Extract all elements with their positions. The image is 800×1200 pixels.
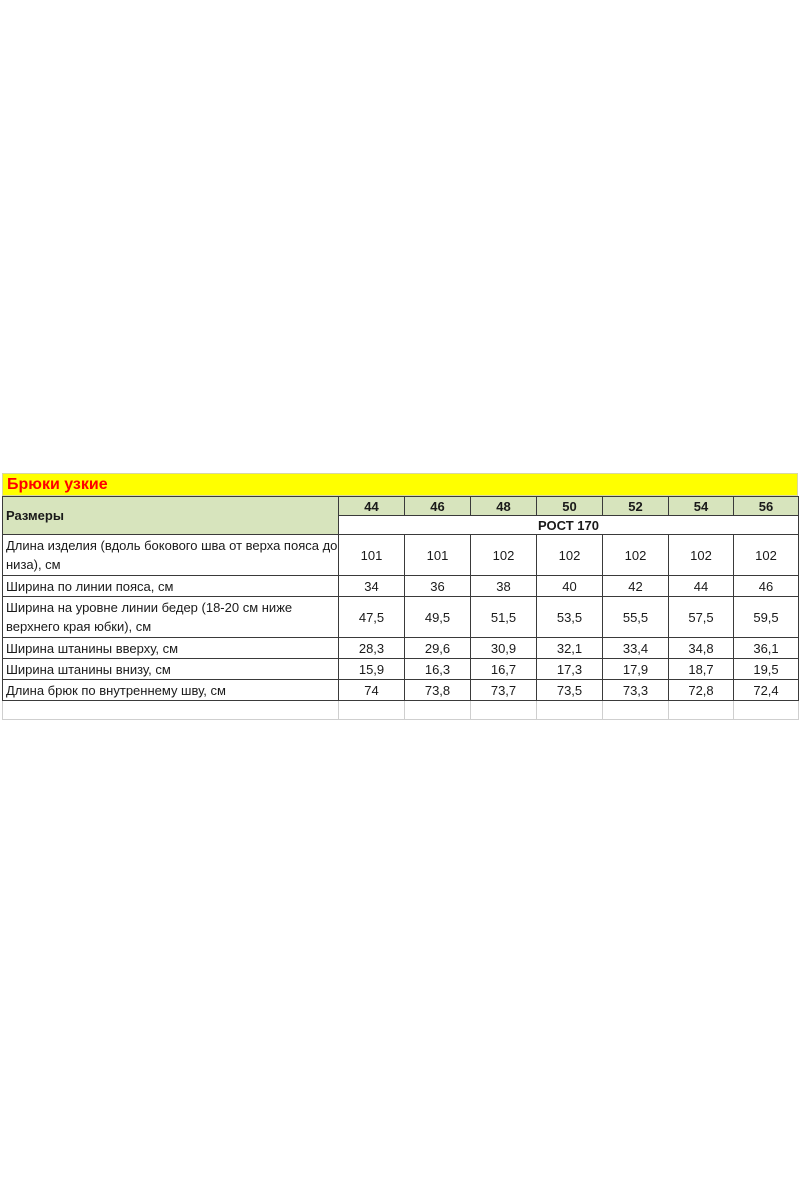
table-row [3, 597, 799, 638]
table-cell: 19,5 [734, 659, 799, 680]
table-cell: 18,7 [669, 659, 734, 680]
page-title: Брюки узкие [7, 476, 108, 493]
table-row [3, 638, 799, 659]
size-header-56: 56 [734, 497, 799, 516]
empty-cell [603, 701, 669, 720]
table-cell: 102 [537, 535, 603, 576]
table-cell: 55,5 [603, 597, 669, 638]
table-cell: 102 [734, 535, 799, 576]
table-cell: 72,4 [734, 680, 799, 701]
table-cell: 28,3 [339, 638, 405, 659]
size-header-row [3, 497, 799, 516]
empty-grid-row [3, 701, 799, 720]
table-cell: 73,8 [405, 680, 471, 701]
table-cell: 51,5 [471, 597, 537, 638]
size-header-48: 48 [471, 497, 537, 516]
empty-cell [734, 701, 799, 720]
empty-cell [3, 701, 339, 720]
empty-cell [537, 701, 603, 720]
table-cell: 29,6 [405, 638, 471, 659]
row-label: Ширина штанины внизу, см [3, 659, 339, 680]
empty-cell [669, 701, 734, 720]
table-cell: 32,1 [537, 638, 603, 659]
table-cell: 17,9 [603, 659, 669, 680]
table-cell: 53,5 [537, 597, 603, 638]
table-row [3, 659, 799, 680]
table-cell: 102 [471, 535, 537, 576]
size-table [2, 496, 799, 720]
sizes-label: Размеры [6, 508, 64, 523]
size-header-46: 46 [405, 497, 471, 516]
table-cell: 34 [339, 576, 405, 597]
row-label: Длина брюк по внутреннему шву, см [3, 680, 339, 701]
table-cell: 73,5 [537, 680, 603, 701]
table-cell: 33,4 [603, 638, 669, 659]
row-label: Ширина по линии пояса, см [3, 576, 339, 597]
height-label: РОСТ 170 [339, 516, 799, 535]
empty-cell [471, 701, 537, 720]
table-cell: 102 [669, 535, 734, 576]
table-cell: 101 [339, 535, 405, 576]
table-cell: 36 [405, 576, 471, 597]
size-header-52: 52 [603, 497, 669, 516]
row-label: Длина изделия (вдоль бокового шва от верха пояса до низа), см [3, 535, 339, 576]
table-cell: 15,9 [339, 659, 405, 680]
size-header-50: 50 [537, 497, 603, 516]
table-cell: 73,3 [603, 680, 669, 701]
table-cell: 40 [537, 576, 603, 597]
table-cell: 44 [669, 576, 734, 597]
table-row [3, 576, 799, 597]
size-chart-sheet [2, 473, 798, 720]
table-cell: 34,8 [669, 638, 734, 659]
empty-cell [405, 701, 471, 720]
table-cell: 16,7 [471, 659, 537, 680]
table-cell: 72,8 [669, 680, 734, 701]
table-cell: 102 [603, 535, 669, 576]
empty-cell [339, 701, 405, 720]
table-row [3, 680, 799, 701]
sizes-label-cell [3, 497, 339, 535]
table-row [3, 535, 799, 576]
table-cell: 101 [405, 535, 471, 576]
table-cell: 47,5 [339, 597, 405, 638]
table-cell: 74 [339, 680, 405, 701]
table-cell: 57,5 [669, 597, 734, 638]
table-cell: 73,7 [471, 680, 537, 701]
row-label: Ширина на уровне линии бедер (18-20 см ниже верхнего края юбки), см [3, 597, 339, 638]
table-cell: 36,1 [734, 638, 799, 659]
row-label: Ширина штанины вверху, см [3, 638, 339, 659]
table-cell: 49,5 [405, 597, 471, 638]
table-cell: 42 [603, 576, 669, 597]
title-bar [2, 473, 798, 496]
table-cell: 46 [734, 576, 799, 597]
table-cell: 30,9 [471, 638, 537, 659]
size-header-54: 54 [669, 497, 734, 516]
table-cell: 16,3 [405, 659, 471, 680]
table-cell: 17,3 [537, 659, 603, 680]
table-cell: 59,5 [734, 597, 799, 638]
size-header-44: 44 [339, 497, 405, 516]
table-cell: 38 [471, 576, 537, 597]
